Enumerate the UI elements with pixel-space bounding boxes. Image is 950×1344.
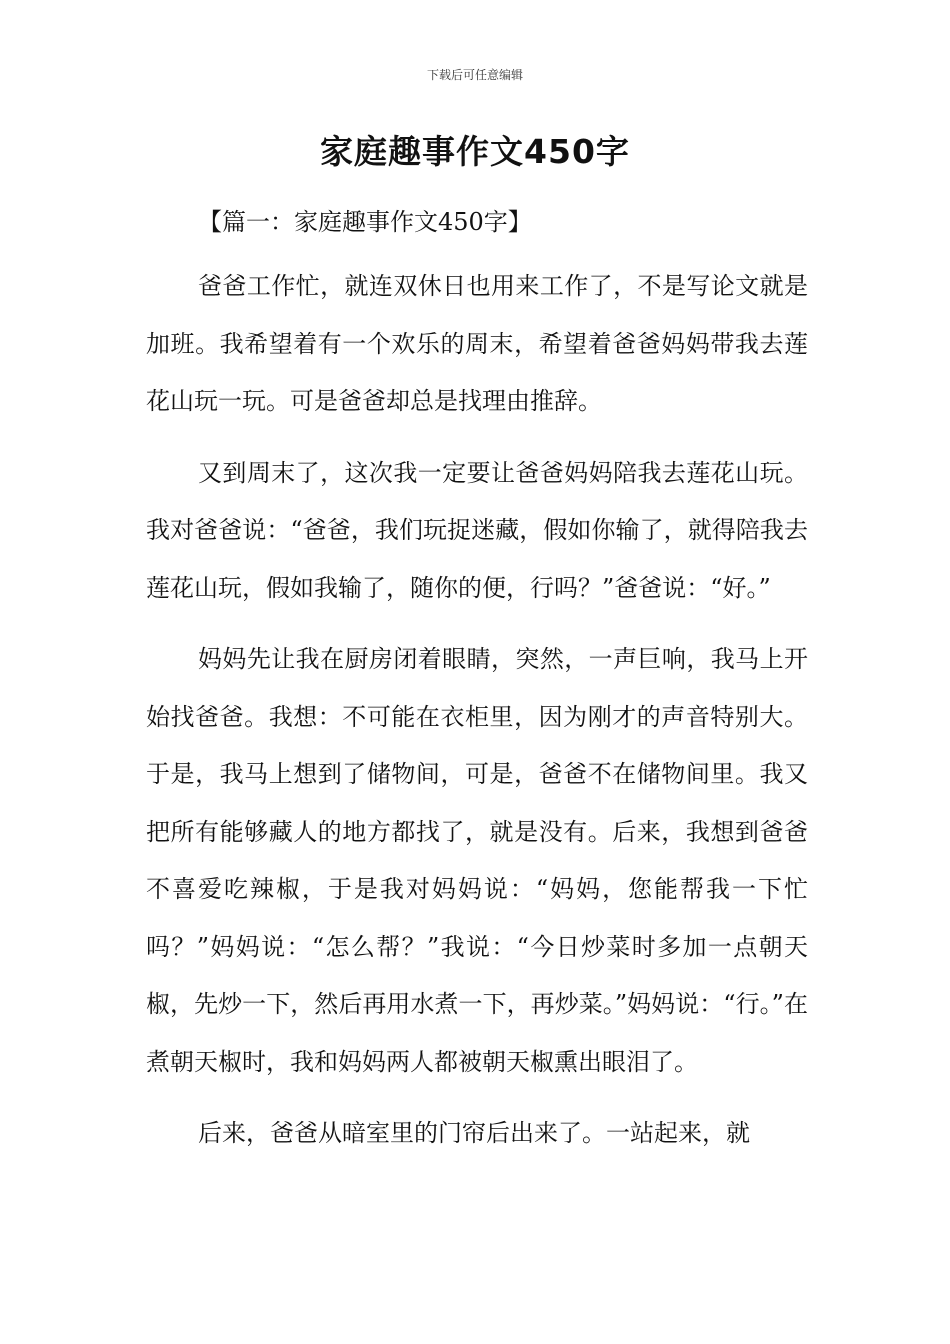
paragraph-4: 后来，爸爸从暗室里的门帘后出来了。一站起来，就 (198, 1119, 750, 1147)
document-title: 家庭趣事作文450字 (320, 132, 630, 171)
paragraph-1: 爸爸工作忙，就连双休日也用来工作了，不是写论文就是加班。我希望着有一个欢乐的周末，希望着爸爸妈妈带我去莲花山玩一玩。可是爸爸却总是找理由推辞。 (146, 272, 808, 415)
paragraph-2: 又到周末了，这次我一定要让爸爸妈妈陪我去莲花山玩。我对爸爸说：“爸爸，我们玩捉迷藏，假如你输了，就得陪我去莲花山玩，假如我输了，随你的便，行吗？”爸爸说：“好。” (146, 458, 808, 602)
section-heading: 【篇一：家庭趣事作文450字】 (198, 208, 532, 236)
paragraph-3: 妈妈先让我在厨房闭着眼睛，突然，一声巨响，我马上开始找爸爸。我想：不可能在衣柜里，因为刚才的声音特别大。于是，我马上想到了储物间，可是，爸爸不在储物间里。我又把所有能够藏人的地方都找了，就是没有。后来，我想到爸爸不喜爱吃辣椒，于是我对妈妈说：“妈妈，您能帮我一下忙吗？”妈妈说：“怎么帮？”我说：“今日炒菜时多加一点朝天椒，先炒一下，然后再用水煮一下，再炒菜。”妈妈说：“行。”在煮朝天椒时，我和妈妈两人都被朝天椒熏出眼泪了。 (146, 645, 808, 1076)
document-body (146, 202, 808, 1177)
page-header-note: 下载后可任意编辑 (426, 68, 523, 82)
